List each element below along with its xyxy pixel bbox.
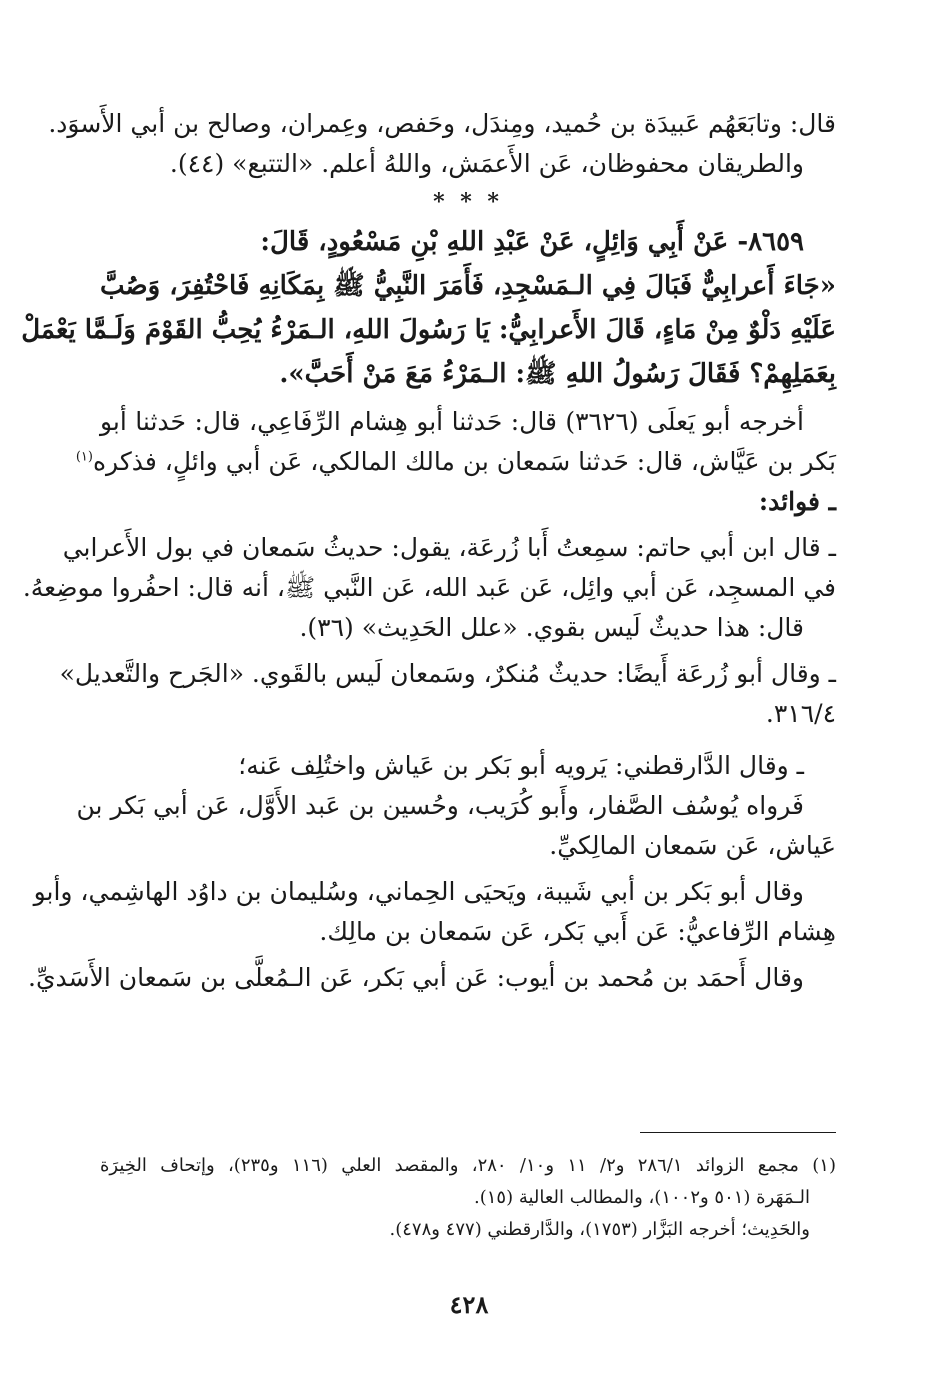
text-line: وقال أبو بَكر بن أبي شَيبة، ويَحيَى الحِماني، وسُليمان بن داوُد الهاشِمي، وأبو <box>33 877 804 906</box>
page-number: ٤٢٨ <box>449 1290 489 1319</box>
footnotes <box>100 1150 836 1246</box>
text-line: فَرواه يُوسُف الصَّفار، وأَبو كُرَيب، وحُسين بن عَبد الأَوَّل، عَن أبي بَكر بن <box>76 791 804 820</box>
text-line: والطريقان محفوظان، عَن الأَعمَش، واللهُ أعلم. «التتبع» (٤٤). <box>169 149 804 178</box>
hadith-heading: ٨٦٥٩- عَنْ أَبِي وَائِلٍ، عَنْ عَبْدِ اللهِ بْنِ مَسْعُودٍ، قَالَ: <box>260 227 804 257</box>
text-line: أخرجه أبو يَعلَى (٣٦٢٦) قال: حَدثنا أبو هِشام الرِّفَاعِي، قال: حَدثنا أبو <box>100 407 804 436</box>
hadith-text-line: بِعَمَلِهِمْ؟ فَقَالَ رَسُولُ اللهِ ﷺ: الـمَرْءُ مَعَ مَنْ أَحَبَّ». <box>279 359 836 389</box>
text-line: ٣١٦/٤. <box>765 699 836 728</box>
section-heading: ـ فوائد: <box>758 487 836 516</box>
text-line <box>75 442 836 482</box>
footnote-marker: (١) <box>75 449 93 465</box>
text-line: ـ وقال أبو زُرعَة أَيضًا: حديثٌ مُنكرٌ، وسَمعان لَيس بالقَوي. «الجَرح والتَّعديل» <box>59 659 836 688</box>
text-line: ـ قال ابن أبي حاتم: سمِعتُ أَبا زُرعَة، يقول: حديثُ سَمعان في بول الأَعرابي <box>62 533 836 562</box>
hadith-text-line: عَلَيْهِ دَلْوٌ مِنْ مَاءٍ، قَالَ الأَعرابِيُّ: يَا رَسُولَ اللهِ، الـمَرْءُ يُحِبُّ القَوْمَ وَلَـمَّا يَعْمَلْ <box>21 315 836 345</box>
text-line: عَياش، عَن سَمعان المالِكيِّ. <box>549 831 836 860</box>
text-line: قال: وتابَعَهُم عَبيدَة بن حُميد، ومِندَل، وحَفص، وعِمران، وصالح بن أبي الأَسوَد. <box>48 109 836 138</box>
hadith-text-line: «جَاءَ أَعرابِيٌّ فَبَالَ فِي الـمَسْجِدِ، فَأَمَرَ النَّبِيُّ ﷺ بِمَكَانِهِ فَاحْتُفِرَ، وَصُبَّ <box>100 271 836 301</box>
text-line: قال: هذا حديثٌ لَيس بقوي. «علل الحَدِيث» (٣٦). <box>299 613 804 642</box>
footnote-line: والحَدِيث؛ أخرجه البَزَّار (١٧٥٣)، والدَّارقطني (٤٧٧ و٤٧٨). <box>389 1219 810 1240</box>
text-line: وقال أَحمَد بن مُحمد بن أيوب: عَن أبي بَكر، عَن الـمُعلَّى بن سَمعان الأَسَديِّ. <box>28 963 804 992</box>
footnote-line: (١) مجمع الزوائد ٢٨٦/١ و٢/ ١١ و١٠/ ٢٨٠، والمقصد العلي (١١٦ و٢٣٥)، وإتحاف الخِيرَة <box>100 1155 836 1176</box>
text-line-content: بَكر بن عَيَّاش، قال: حَدثنا سَمعان بن مالك المالكي، عَن أبي وائلٍ، فذكره <box>92 447 836 476</box>
footnote-line: الـمَهَرة (٥٠١ و١٠٠٢)، والمطالب العالية (١٥). <box>473 1187 810 1208</box>
main-text <box>21 104 836 998</box>
text-line: في المسجِد، عَن أبي وائِل، عَن عَبد الله، عَن النَّبي ﷺ، أنه قال: احفُروا موضِعهُ. <box>22 573 836 602</box>
text-line: هِشام الرِّفاعيُّ: عَن أَبي بَكر، عَن سَمعان بن مالِك. <box>319 917 836 946</box>
section-separator: * * * <box>433 189 503 215</box>
footnote-separator <box>640 1132 836 1133</box>
text-line: ـ وقال الدَّارقطني: يَرويه أبو بَكر بن عَياش واختُلِف عَنه؛ <box>238 751 804 780</box>
